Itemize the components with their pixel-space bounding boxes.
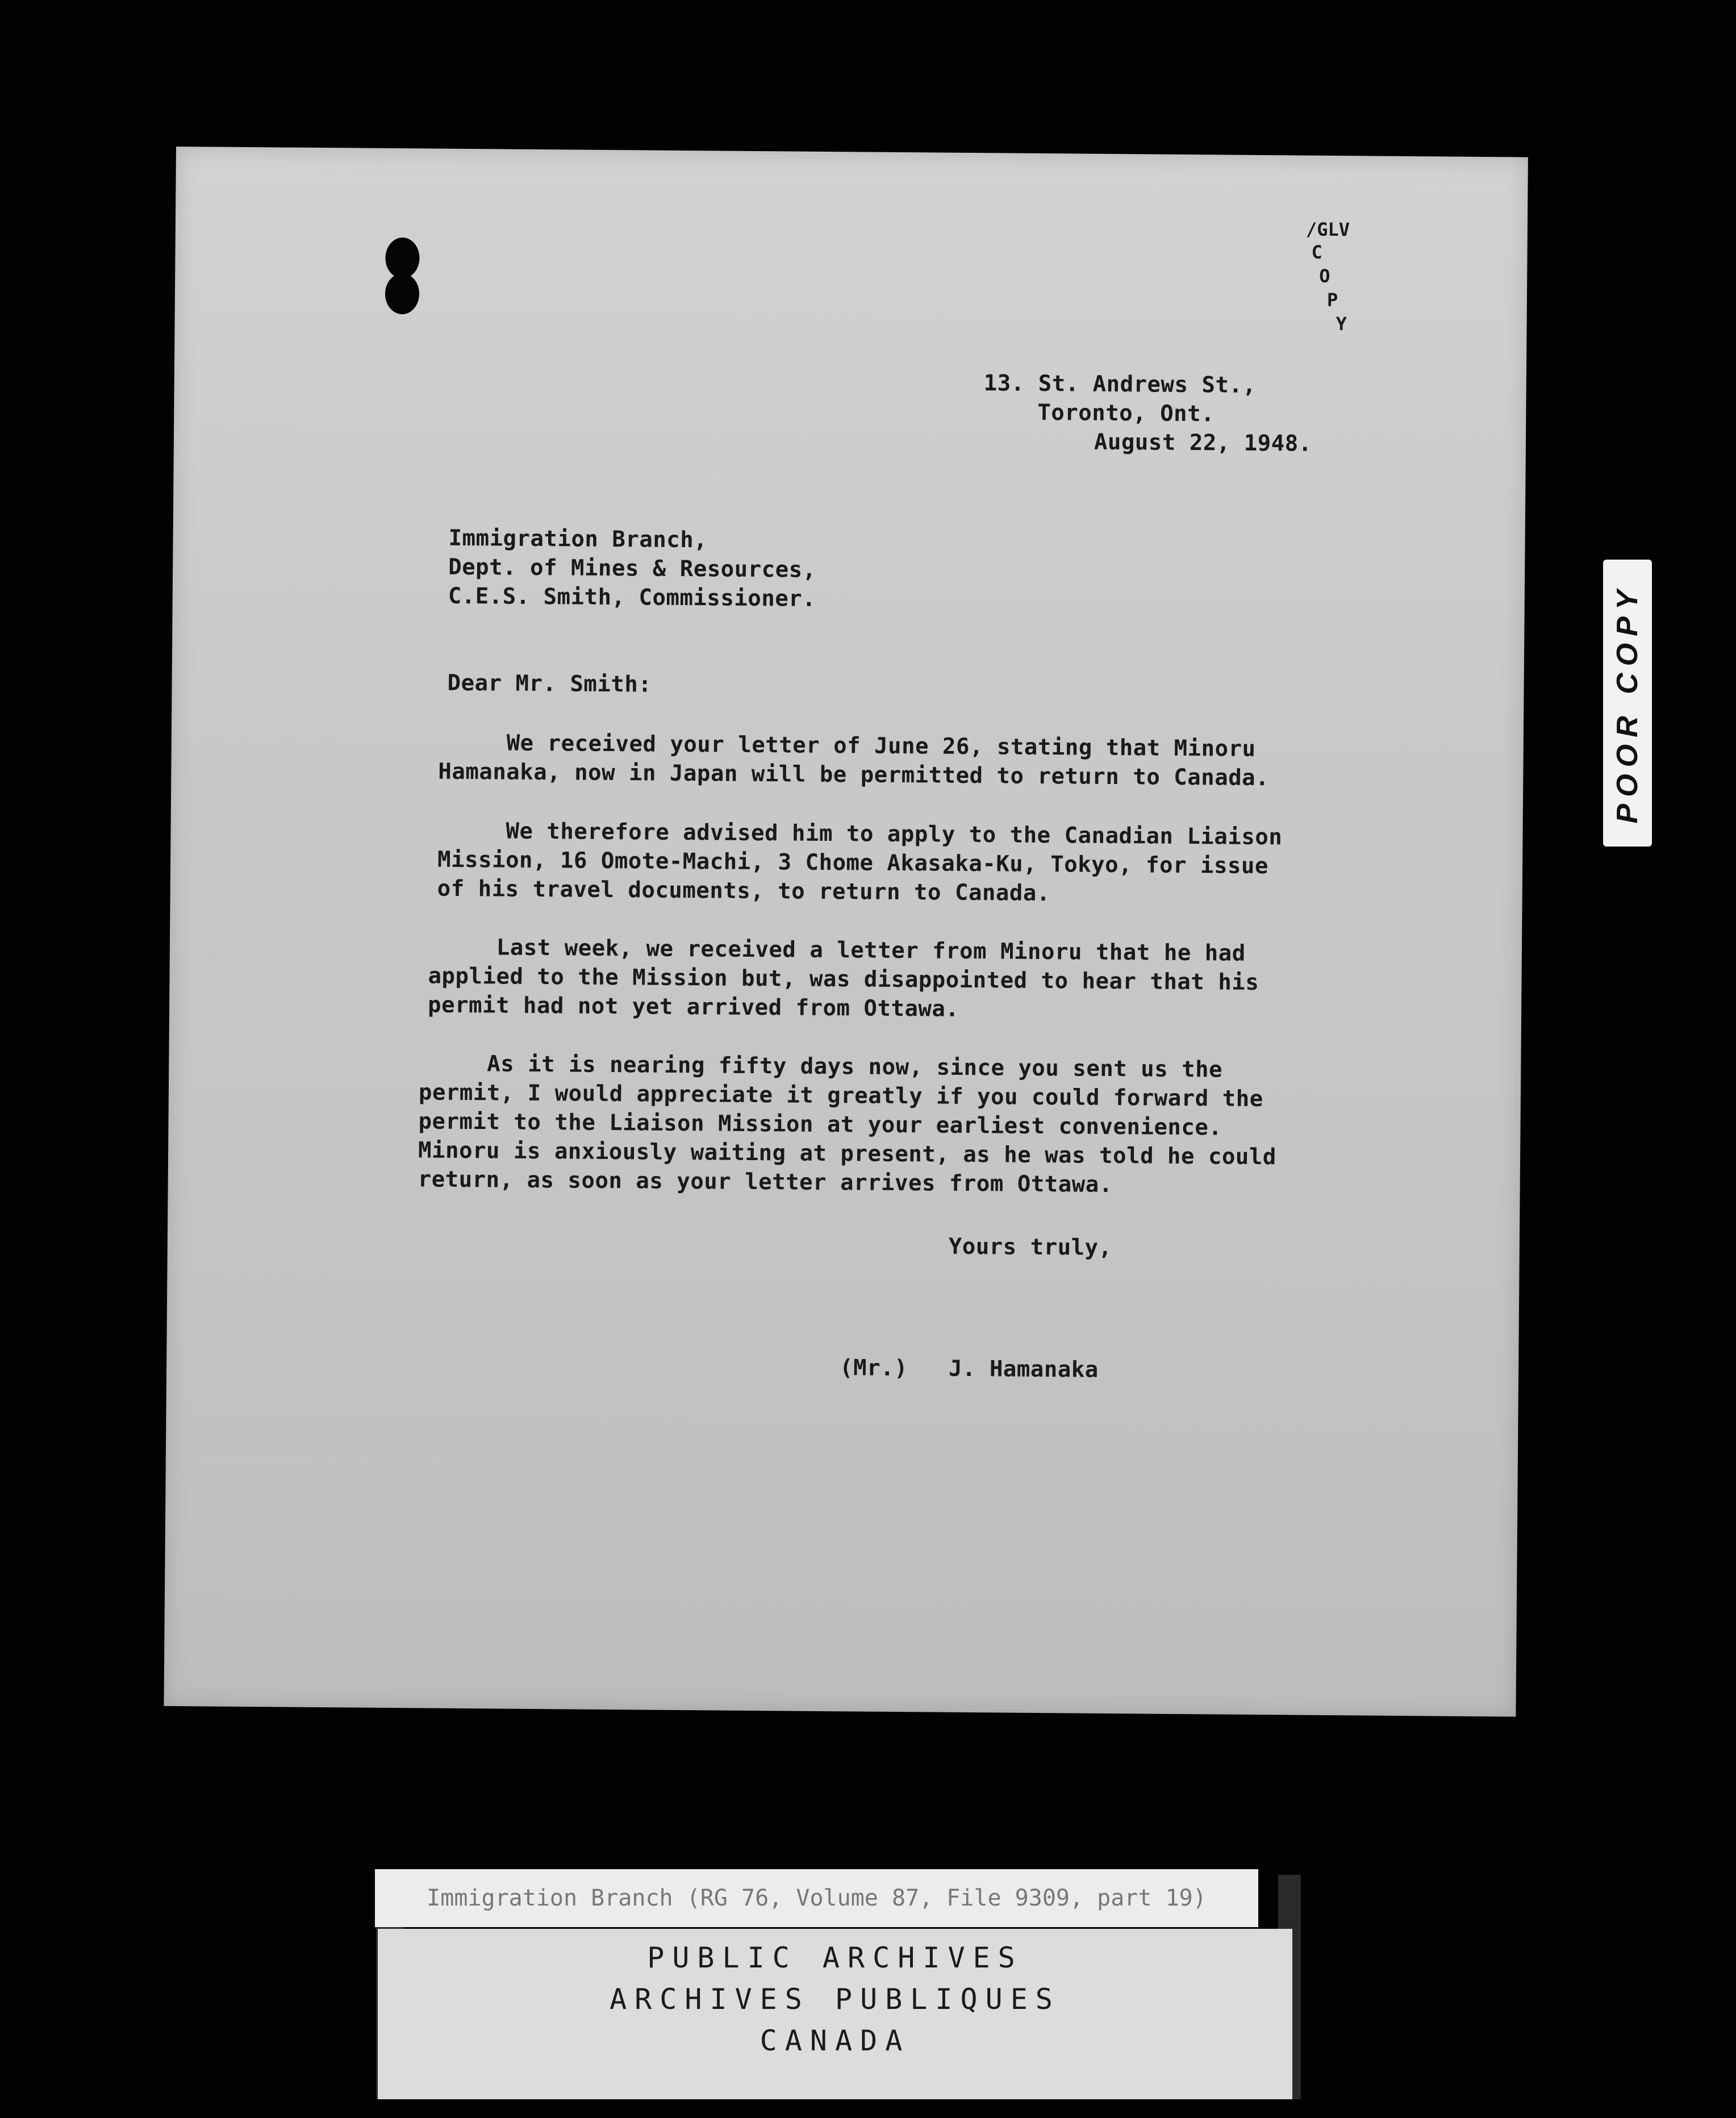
closing: Yours truly, [948, 1233, 1112, 1261]
copy-stamp [1305, 218, 1374, 355]
archive-stamp [378, 1929, 1292, 2099]
body-line: return, as soon as your letter arrives from Ottawa. [418, 1166, 1113, 1198]
copy-stamp-letter: Y [1336, 313, 1347, 335]
body-line: Minoru is anxiously waiting at present, as he was told he could [418, 1137, 1277, 1170]
body-line: permit, I would appreciate it greatly if you could forward the [418, 1079, 1263, 1112]
body-line: We therefore advised him to apply to the Canadian Liaison [437, 818, 1283, 850]
punch-hole-icon [385, 273, 420, 314]
copy-stamp-letter: C [1311, 241, 1323, 263]
body-line: applied to the Mission but, was disappointed to hear that his [428, 963, 1259, 996]
body-line: Last week, we received a letter from Minoru that he had [428, 934, 1246, 966]
body-line: As it is nearing fifty days now, since you sent us the [419, 1050, 1223, 1083]
recipient-line: C.E.S. Smith, Commissioner. [448, 583, 816, 612]
punch-hole-icon [385, 237, 420, 278]
signature: (Mr.) J. Hamanaka [839, 1355, 1099, 1383]
recipient-line: Dept. of Mines & Resources, [448, 554, 816, 583]
body-line: permit had not yet arrived from Ottawa. [427, 992, 959, 1022]
archive-reference-label: Immigration Branch (RG 76, Volume 87, File 9309, part 19) [375, 1869, 1258, 1927]
body-line: Mission, 16 Omote-Machi, 3 Chome Akasaka-Ku, Tokyo, for issue [437, 847, 1269, 879]
recipient-line: Immigration Branch, [448, 525, 708, 553]
poor-copy-label: POOR COPY [1611, 583, 1644, 823]
body-line: of his travel documents, to return to Canada. [437, 875, 1051, 907]
address-line: Toronto, Ont. [1037, 399, 1215, 427]
poor-copy-tag [1603, 560, 1652, 847]
copy-stamp-letter: P [1326, 289, 1338, 311]
archive-stamp-line: CANADA [760, 2024, 911, 2057]
body-line: permit to the Liaison Mission at your earliest convenience. [418, 1108, 1222, 1141]
body-line: Hamanaka, now in Japan will be permitted to return to Canada. [438, 758, 1270, 791]
archive-stamp-line: PUBLIC ARCHIVES [647, 1941, 1023, 1974]
letter-date: August 22, 1948. [1094, 429, 1312, 457]
letter-sheet [164, 147, 1528, 1717]
body-line: We received your letter of June 26, stating that Minoru [438, 729, 1256, 762]
copy-stamp-letter: O [1319, 265, 1330, 287]
salutation: Dear Mr. Smith: [447, 670, 652, 698]
copy-stamp-initials: /GLV [1305, 218, 1350, 241]
archive-stamp-line: ARCHIVES PUBLIQUES [610, 1983, 1061, 2016]
address-line: 13. St. Andrews St., [983, 370, 1257, 398]
